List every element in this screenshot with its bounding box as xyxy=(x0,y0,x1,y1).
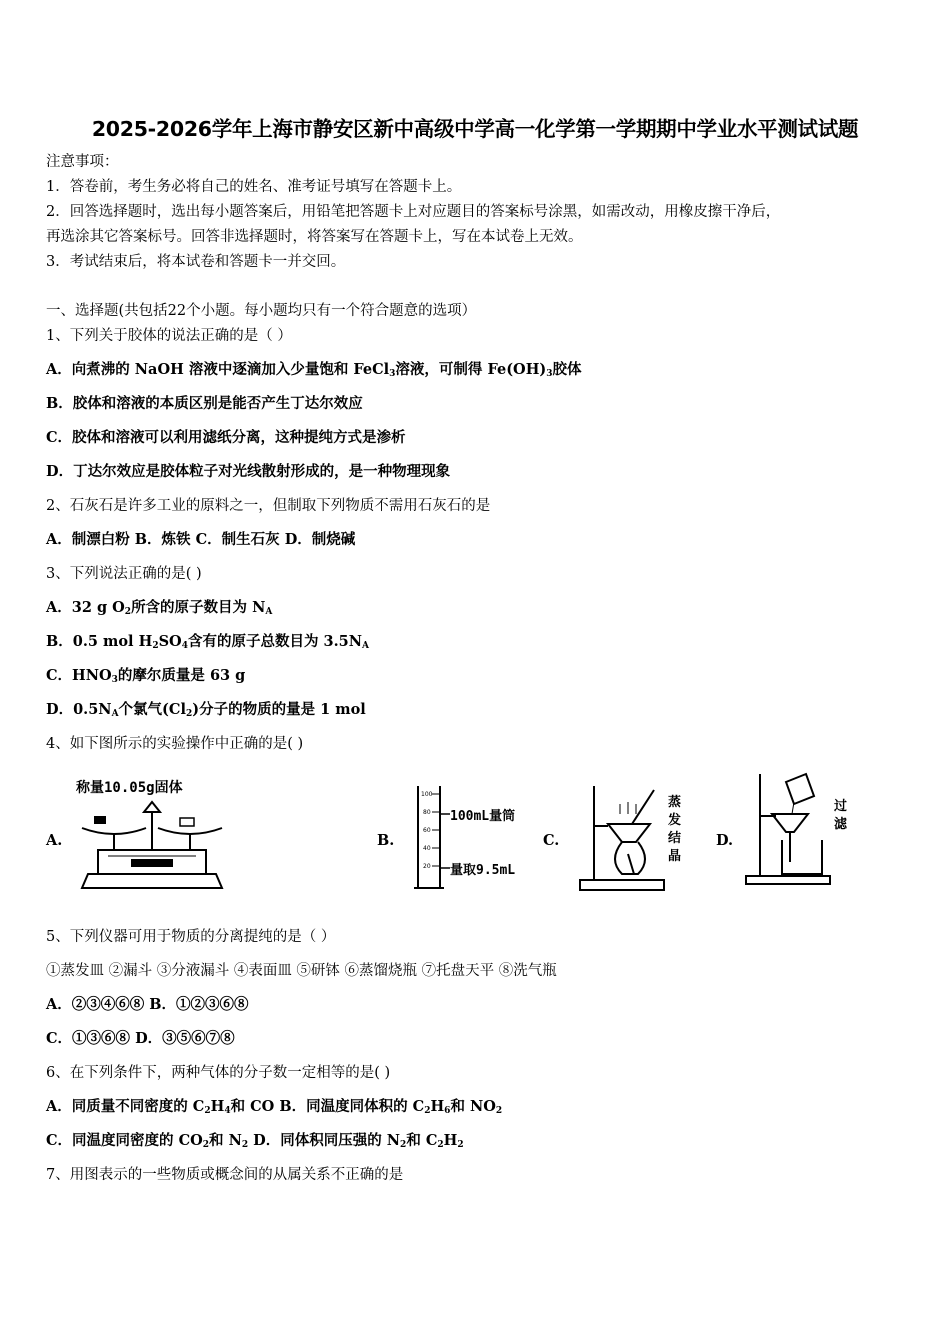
q5-options-cd: C．①③⑥⑧ D．③⑤⑥⑦⑧ xyxy=(46,1030,235,1047)
evap-char-1: 蒸 xyxy=(668,795,682,810)
page-title: 2025-2026学年上海市静安区新中高级中学高一化学第一学期期中学业水平测试试题 xyxy=(91,117,859,141)
cylinder-caption-2: 量取9.5mL xyxy=(450,863,516,878)
q3-option-d: D．$0.5N_A$个氯气$(Cl_2)$分子的物质的量是 1 mol xyxy=(46,701,366,719)
scale-100: 100 xyxy=(421,791,433,798)
evap-char-3: 结 xyxy=(668,831,682,846)
q4-stem: 4、如下图所示的实验操作中正确的是( ) xyxy=(46,736,304,752)
graduated-cylinder-figure xyxy=(410,780,540,895)
notice-heading: 注意事项： xyxy=(46,154,119,170)
q4-label-d: D. xyxy=(716,832,734,849)
q1-option-d: D．丁达尔效应是胶体粒子对光线散射形成的，是一种物理现象 xyxy=(46,463,451,480)
q1-stem: 1、下列关于胶体的说法正确的是（ ） xyxy=(46,328,292,344)
q3-option-c: C．$HNO_3$的摩尔质量是 63 g xyxy=(46,667,246,685)
section-heading: 一、选择题(共包括22个小题。每小题均只有一个符合题意的选项） xyxy=(46,303,477,319)
scale-60: 60 xyxy=(423,827,431,834)
q4-label-c: C. xyxy=(543,832,560,849)
filter-char-1: 过 xyxy=(834,799,848,814)
scale-20: 20 xyxy=(423,863,431,870)
notice-item-2-cont: 再选涂其它答案标号。回答非选择题时，将答案写在答题卡上，写在本试卷上无效。 xyxy=(46,229,583,245)
scale-40: 40 xyxy=(423,845,431,852)
q5-options-ab: A．②③④⑥⑧ B．①②③⑥⑧ xyxy=(46,996,249,1013)
q6-options-ab: A．同质量不同密度的 $C_2H_4$和 CO B．同温度同体积的 $C_2H_6$和 $NO_2$ xyxy=(46,1098,503,1116)
filter-char-2: 滤 xyxy=(834,817,848,832)
q3-option-b: B．0.5 mol $H_2SO_4$含有的原子总数目为 $3.5N_A$ xyxy=(46,633,369,651)
notice-item-3: 3．考试结束后，将本试卷和答题卡一并交回。 xyxy=(46,254,346,270)
scale-80: 80 xyxy=(423,809,431,816)
q5-list: ①蒸发皿 ②漏斗 ③分液漏斗 ④表面皿 ⑤研钵 ⑥蒸馏烧瓶 ⑦托盘天平 ⑧洗气瓶 xyxy=(46,963,557,979)
notice-item-1: 1．答卷前，考生务必将自己的姓名、准考证号填写在答题卡上。 xyxy=(46,179,462,195)
q6-stem: 6、在下列条件下，两种气体的分子数一定相等的是( ) xyxy=(46,1065,391,1081)
evap-char-4: 晶 xyxy=(668,849,682,864)
balance-figure xyxy=(72,772,232,892)
notice-item-2: 2．回答选择题时，选出每小题答案后，用铅笔把答题卡上对应题目的答案标号涂黑，如需改动，用橡皮擦干净后， xyxy=(46,204,781,220)
balance-caption: 称量10.05g固体 xyxy=(76,780,183,796)
q3-option-a: A．32 g $O_2$所含的原子数目为 $N_A$ xyxy=(46,599,273,617)
q4-label-a: A. xyxy=(46,832,63,849)
q1-option-b: B．胶体和溶液的本质区别是能否产生丁达尔效应 xyxy=(46,395,363,412)
q2-options: A．制漂白粉 B．炼铁 C．制生石灰 D．制烧碱 xyxy=(46,531,356,548)
filtration-figure xyxy=(742,770,862,888)
q1-option-c: C．胶体和溶液可以利用滤纸分离，这种提纯方式是渗析 xyxy=(46,429,406,446)
evaporation-figure xyxy=(572,780,692,895)
q6-options-cd: C．同温度同密度的 $CO_2$和 $N_2$ D．同体积同压强的 $N_2$和 $C_2H_2$ xyxy=(46,1132,464,1150)
q2-stem: 2、石灰石是许多工业的原料之一，但制取下列物质不需用石灰石的是 xyxy=(46,498,491,514)
q3-stem: 3、下列说法正确的是( ) xyxy=(46,566,202,582)
cylinder-caption-1: 100mL量筒 xyxy=(450,809,516,824)
evap-char-2: 发 xyxy=(668,813,682,828)
q5-stem: 5、下列仪器可用于物质的分离提纯的是（ ） xyxy=(46,929,336,945)
q1-option-a: A．向煮沸的 NaOH 溶液中逐滴加入少量饱和 FeCl$_3$溶液，可制得 $Fe(OH)_3$胶体 xyxy=(46,361,582,379)
q4-label-b: B. xyxy=(377,832,395,849)
q7-stem: 7、用图表示的一些物质或概念间的从属关系不正确的是 xyxy=(46,1167,404,1183)
